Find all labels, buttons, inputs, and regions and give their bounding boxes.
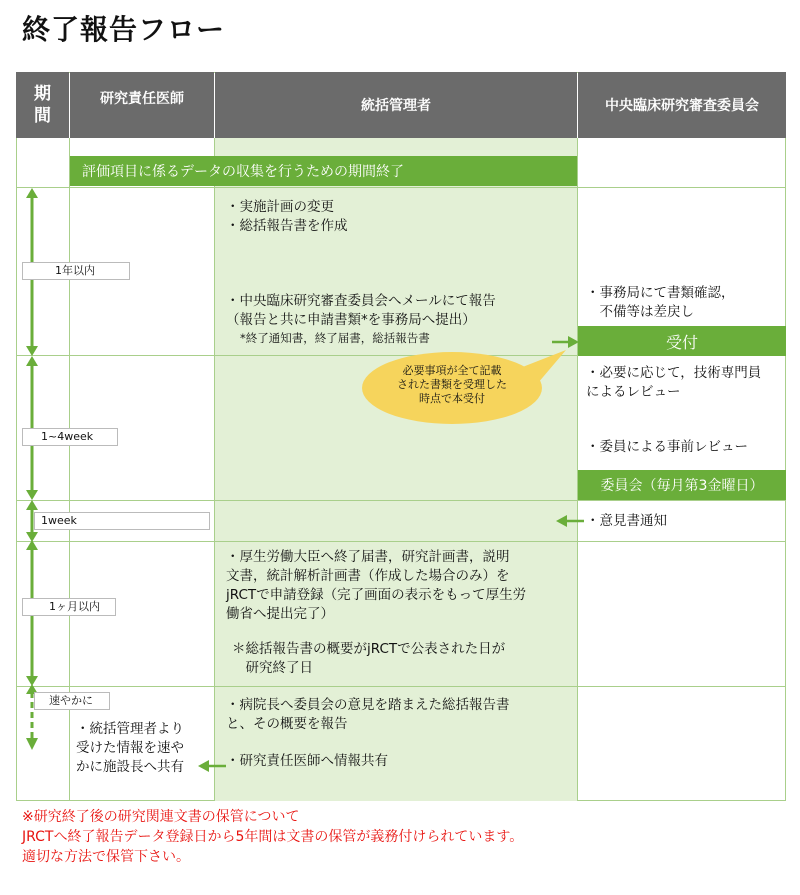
storage-note-line-2: 適切な方法で保管下さい。	[22, 849, 190, 865]
header-investigator	[70, 72, 214, 138]
committee-step-prereview: ・委員による事前レビュー	[586, 439, 748, 455]
arrow-to-investigator	[198, 760, 226, 772]
row-divider-1	[16, 187, 786, 188]
storage-note-line-1: JRCTへ終了報告データ登録日から5年間は文書の保管が義務付けられています。	[22, 829, 524, 845]
header-committee-label: 中央臨床研究審査委員会	[605, 98, 759, 114]
manager-step-jrct-registration: ・厚生労働大臣へ終了届書，研究計画書，説明 文書，統計解析計画書（作成した場合のみ）を jRCTで申請登録（完了画面の表示をもって厚生労 働省へ提出完了）	[226, 549, 527, 622]
period-label-1: 1年以内	[22, 262, 130, 280]
manager-step-share-investigator: ・研究責任医師へ情報共有	[226, 753, 388, 769]
committee-meeting-bar	[578, 470, 786, 500]
page-title: 終了報告フロー	[22, 13, 226, 46]
acceptance-bubble-text: 必要事項が全て記載 された書類を受理した 時点で本受付	[397, 364, 507, 405]
storage-note-title: ※研究終了後の研究関連文書の保管について	[22, 809, 300, 825]
manager-step-plan-change: ・実施計画の変更 ・総括報告書を作成	[226, 199, 348, 234]
header-manager-label: 統括管理者	[361, 98, 431, 114]
period-end-bar	[70, 156, 577, 186]
header-period	[16, 72, 69, 138]
manager-step-report-email: ・中央臨床研究審査委員会へメールにて報告 （報告と共に申請書類*を事務局へ提出）	[226, 293, 496, 328]
row-divider-3	[16, 500, 786, 501]
period-label-5: 速やかに	[34, 692, 110, 710]
header-manager	[215, 72, 577, 138]
row-divider-5	[16, 686, 786, 687]
arrow-to-committee	[552, 336, 580, 348]
period-label-3: 1week	[34, 512, 210, 530]
committee-step-opinion-notice: ・意見書通知	[586, 513, 667, 529]
manager-step-report-footnote: *終了通知書，終了届書，総括報告書	[240, 331, 430, 345]
investigator-step-share-director: ・統括管理者より 受けた情報を速や かに施設長へ共有	[76, 721, 184, 775]
header-period-label: 期 間	[34, 84, 51, 126]
period-label-4: 1ヶ月以内	[22, 598, 116, 616]
committee-acceptance-bar	[578, 326, 786, 356]
row-divider-4	[16, 541, 786, 542]
committee-step-expert-review: ・必要に応じて，技術専門員 によるレビュー	[586, 365, 762, 400]
committee-meeting-bar-label: 委員会（毎月第3金曜日）	[600, 478, 764, 494]
header-investigator-label: 研究責任医師	[100, 91, 184, 107]
arrow-opinion-to-manager	[556, 515, 584, 527]
committee-step-document-check: ・事務局にて書類確認， 不備等は差戻し	[586, 285, 735, 320]
committee-acceptance-bar-label: 受付	[665, 332, 698, 352]
period-end-bar-label: 評価項目に係るデータの収集を行うための期間終了	[82, 164, 404, 180]
manager-step-report-director: ・病院長へ委員会の意見を踏まえた総括報告書 と、その概要を報告	[226, 697, 510, 732]
header-committee	[578, 72, 786, 138]
manager-step-end-date-note: ＊総括報告書の概要がjRCTで公表された日が 研究終了日	[232, 641, 506, 676]
col-divider-2	[214, 138, 215, 801]
period-label-2: 1~4week	[22, 428, 118, 446]
